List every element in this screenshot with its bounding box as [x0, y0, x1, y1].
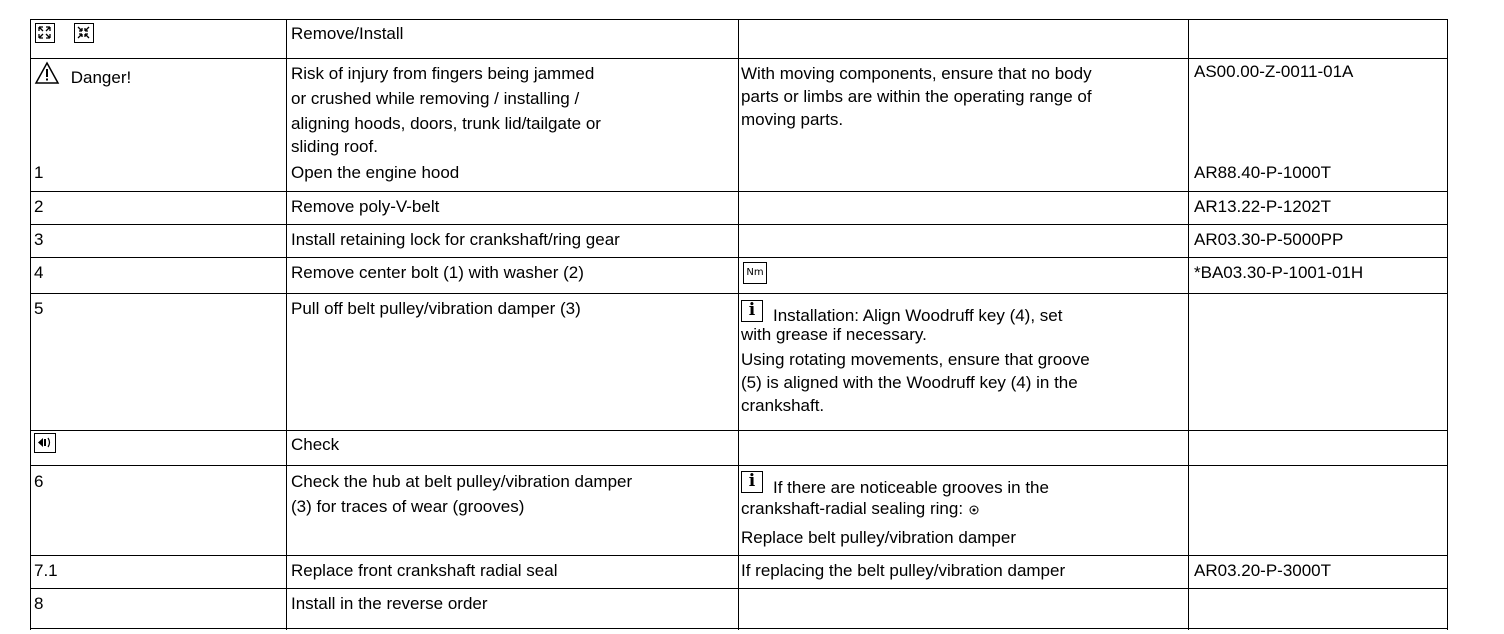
- circle-symbol-icon: [968, 504, 980, 516]
- installation-note: [741, 300, 1090, 417]
- table-row-divider: [30, 588, 1448, 589]
- table-col-divider: [286, 19, 287, 630]
- expand-icon[interactable]: [35, 23, 55, 43]
- step-text: Open the engine hood: [291, 163, 460, 182]
- torque-nm-icon[interactable]: [743, 262, 767, 285]
- table-col-divider: [738, 19, 739, 630]
- collapse-icon[interactable]: [74, 23, 94, 43]
- step-text: Install in the reverse order: [291, 594, 488, 613]
- table-border-right: [1447, 19, 1448, 630]
- text-line: With moving components, ensure that no body: [741, 64, 1092, 83]
- check-speaker-icon[interactable]: [34, 433, 56, 453]
- table-border-left: [30, 19, 31, 630]
- step-number: 6: [34, 472, 44, 491]
- text-line: Replace belt pulley/vibration damper: [741, 528, 1016, 547]
- row0-title: Remove/Install: [291, 24, 404, 43]
- table-row-divider: [30, 224, 1448, 225]
- step-number: 2: [34, 197, 44, 216]
- text-line: parts or limbs are within the operating range of: [741, 87, 1092, 106]
- text-line: If there are noticeable grooves in the: [773, 478, 1049, 497]
- table-row-divider: [30, 293, 1448, 294]
- text-line: Risk of injury from fingers being jammed: [291, 64, 595, 83]
- danger-note: [741, 62, 1092, 131]
- step-number: 5: [34, 299, 44, 318]
- table-row-divider: [30, 430, 1448, 431]
- table-row-divider: [30, 191, 1448, 192]
- danger-description: [291, 62, 601, 158]
- step-text: Remove center bolt (1) with washer (2): [291, 263, 584, 282]
- text-line: or crushed while removing / installing /: [291, 89, 580, 108]
- step-number: 3: [34, 230, 44, 249]
- step-condition: If replacing the belt pulley/vibration damper: [741, 561, 1066, 580]
- table-row-divider: [30, 58, 1448, 59]
- table-row-divider: [30, 465, 1448, 466]
- step-reference-link[interactable]: AR88.40-P-1000T: [1194, 163, 1332, 182]
- groove-note: [741, 471, 1049, 549]
- danger-label: [34, 61, 131, 85]
- text-line: (3) for traces of wear (grooves): [291, 497, 525, 516]
- check-icon-cell: [34, 433, 56, 456]
- text-line: aligning hoods, doors, trunk lid/tailgate or: [291, 114, 601, 133]
- step-text: Pull off belt pulley/vibration damper (3): [291, 299, 581, 318]
- step-number: 7.1: [34, 561, 58, 580]
- row0-icons: [35, 23, 94, 46]
- table-border-top: [30, 19, 1448, 20]
- step-reference-link[interactable]: AR03.30-P-5000PP: [1194, 230, 1344, 249]
- table-row-divider: [30, 555, 1448, 556]
- text-line: Installation: Align Woodruff key (4), set: [773, 306, 1063, 325]
- info-box-icon[interactable]: i: [741, 471, 763, 493]
- step-reference-link[interactable]: AR13.22-P-1202T: [1194, 197, 1332, 216]
- note-line: [741, 471, 1049, 497]
- check-title: Check: [291, 435, 340, 454]
- text-line: crankshaft-radial sealing ring:: [741, 499, 964, 518]
- step-text: Replace front crankshaft radial seal: [291, 561, 558, 580]
- step-number: 4: [34, 263, 44, 282]
- step-text: [291, 470, 632, 518]
- text-line: sliding roof.: [291, 137, 378, 156]
- note-line: [741, 300, 1090, 323]
- table-border-bottom: [30, 628, 1448, 629]
- step-reference-link[interactable]: *BA03.30-P-1001-01H: [1194, 263, 1364, 282]
- torque-nm-label: Nm: [743, 262, 767, 284]
- step-number: 1: [34, 163, 44, 182]
- text-line: (5) is aligned with the Woodruff key (4) in the: [741, 373, 1078, 392]
- table-col-divider: [1188, 19, 1189, 630]
- table-row-divider: [30, 257, 1448, 258]
- danger-text: Danger!: [70, 68, 132, 87]
- danger-reference-link[interactable]: AS00.00-Z-0011-01A: [1194, 62, 1354, 81]
- text-line: with grease if necessary.: [741, 325, 927, 344]
- note-line: [741, 497, 1049, 520]
- text-line: crankshaft.: [741, 396, 825, 415]
- info-box-icon[interactable]: i: [741, 300, 763, 322]
- step-text: Remove poly-V-belt: [291, 197, 440, 216]
- warning-triangle-icon: [34, 61, 60, 85]
- step-number: 8: [34, 594, 44, 613]
- text-line: Check the hub at belt pulley/vibration damper: [291, 472, 633, 491]
- text-line: Using rotating movements, ensure that groove: [741, 350, 1090, 369]
- step-reference-link[interactable]: AR03.20-P-3000T: [1194, 561, 1332, 580]
- step-text: Install retaining lock for crankshaft/ring gear: [291, 230, 620, 249]
- text-line: moving parts.: [741, 110, 844, 129]
